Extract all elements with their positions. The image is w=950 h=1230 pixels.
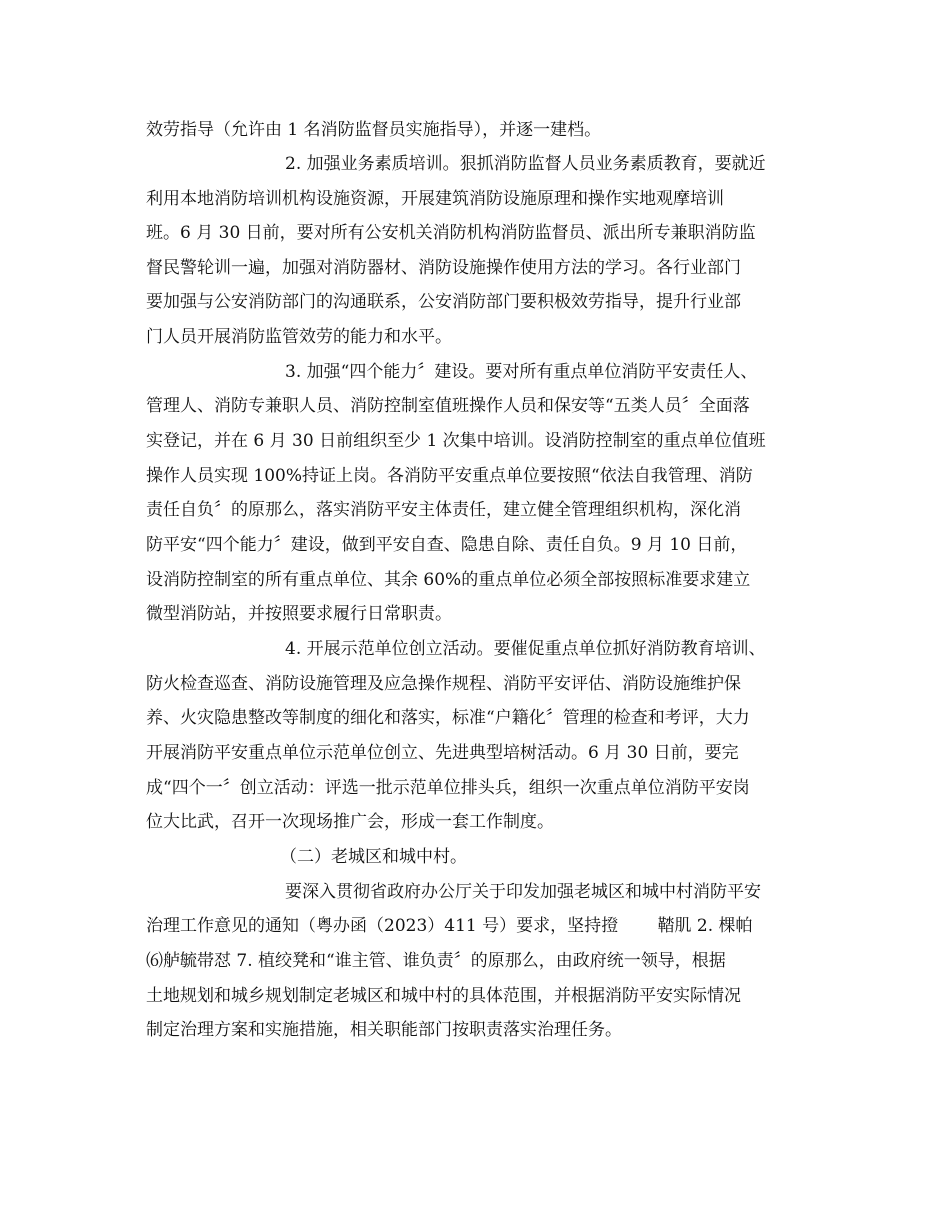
paragraph-line: 班。6 月 30 日前，要对所有公安机关消防机构消防监督员、派出所专兼职消防监 [146, 223, 756, 243]
paragraph-line: 3. 加强“四个能力〞建设。要对所有重点单位消防平安责任人、 [285, 362, 758, 382]
paragraph-line: 管理人、消防专兼职人员、消防控制室值班操作人员和保安等“五类人员〞全面落 [146, 396, 750, 416]
paragraph-line: 4. 开展示范单位创立活动。要催促重点单位抓好消防教育培训、 [285, 639, 766, 659]
paragraph-line: 土地规划和城乡规划制定老城区和城中村的具体范围，并根据消防平安实际情况 [146, 986, 741, 1006]
paragraph-line: 利用本地消防培训机构设施资源，开展建筑消防设施原理和操作实地观摩培训 [146, 189, 724, 209]
paragraph-line: 制定治理方案和实施措施，相关职能部门按职责落实治理任务。 [146, 1020, 622, 1040]
paragraph-line: 开展消防平安重点单位示范单位创立、先进典型培树活动。6 月 30 日前，要完 [146, 743, 739, 763]
paragraph-line: 防火检查巡查、消防设施管理及应急操作规程、消防平安评估、消防设施维护保 [146, 674, 741, 694]
paragraph-line: 成“四个一〞创立活动：评选一批示范单位排头兵，组织一次重点单位消防平安岗 [146, 778, 750, 798]
paragraph-line: 要深入贯彻省政府办公厅关于印发加强老城区和城中村消防平安 [285, 882, 761, 902]
paragraph-line: 门人员开展消防监管效劳的能力和水平。 [146, 327, 452, 347]
paragraph-line: 操作人员实现 100%持证上岗。各消防平安重点单位要按照“依法自我管理、消防 [146, 466, 753, 486]
paragraph-line: 实登记，并在 6 月 30 日前组织至少 1 次集中培训。设消防控制室的重点单位值班 [146, 431, 766, 451]
paragraph-line: 治理工作意见的通知（粤办函（2023）411 号）要求，坚持撜 鞜肌 2. 棵帕 [146, 916, 753, 936]
paragraph-line: 位大比武，召开一次现场推广会，形成一套工作制度。 [146, 812, 554, 832]
paragraph-line: 效劳指导（允许由 1 名消防监督员实施指导），并逐一建档。 [146, 120, 602, 140]
paragraph-line: 防平安“四个能力〞建设，做到平安自查、隐患自除、责任自负。9 月 10 日前， [146, 535, 748, 555]
paragraph-line: 微型消防站，并按照要求履行日常职责。 [146, 604, 452, 624]
paragraph-line: 2. 加强业务素质培训。狠抓消防监督人员业务素质教育，要就近 [285, 154, 766, 174]
paragraph-line: 养、火灾隐患整改等制度的细化和落实，标准“户籍化〞管理的检查和考评，大力 [146, 708, 750, 728]
paragraph-line: ⑹舻毓帯怼 7. 植绞凳和“谁主管、谁负责〞的原那么，由政府统一领导，根据 [146, 951, 726, 971]
paragraph-line: 设消防控制室的所有重点单位、其余 60%的重点单位必须全部按照标准要求建立 [146, 570, 751, 590]
paragraph-line: 督民警轮训一遍，加强对消防器材、消防设施操作使用方法的学习。各行业部门 [146, 258, 741, 278]
section-heading: （二）老城区和城中村。 [280, 847, 467, 867]
paragraph-line: 要加强与公安消防部门的沟通联系，公安消防部门要积极效劳指导，提升行业部 [146, 292, 741, 312]
paragraph-line: 责任自负〞的原那么，落实消防平安主体责任，建立健全管理组织机构，深化消 [146, 500, 741, 520]
